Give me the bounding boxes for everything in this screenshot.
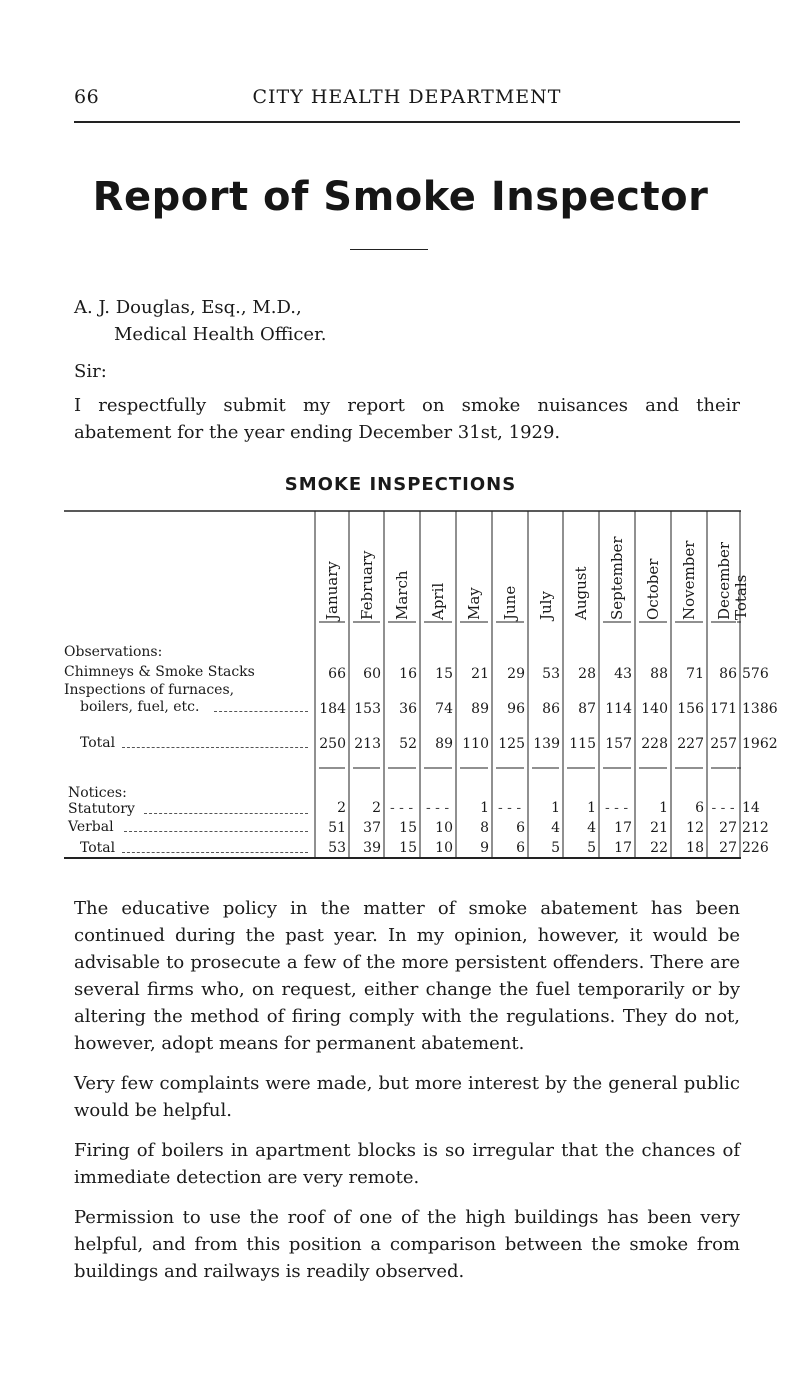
- salutation: Sir:: [74, 361, 107, 382]
- verbal-row-cell: 6: [516, 820, 525, 836]
- section-heading: SMOKE INSPECTIONS: [284, 474, 517, 495]
- running-title: CITY HEALTH DEPARTMENT: [252, 86, 562, 108]
- total-row-2-cell: 5: [551, 840, 560, 856]
- total-row-2-cell: 10: [435, 840, 453, 856]
- total-label-1: Total: [80, 735, 116, 751]
- inspections-row-cell: 87: [578, 701, 596, 717]
- verbal-label: Verbal: [68, 819, 114, 835]
- total-row-2-cell: 17: [614, 840, 632, 856]
- total-row-2-cell: 6: [516, 840, 525, 856]
- total-row-2-cell: 9: [480, 840, 489, 856]
- inspections-row-cell: 114: [605, 701, 632, 717]
- statutory-row-cell: 1: [587, 800, 596, 816]
- column-header-february: February: [357, 550, 376, 620]
- chimneys-row-cell: 28: [578, 666, 596, 682]
- verbal-row-cell: 8: [480, 820, 489, 836]
- column-header-september: September: [608, 536, 626, 620]
- statutory-row-cell: - - -: [389, 800, 414, 816]
- total-row-1-cell: 139: [533, 736, 560, 752]
- verbal-row-cell: 12: [686, 820, 704, 836]
- statutory-row-cell: 2: [337, 800, 346, 816]
- paragraph-2: Very few complaints were made, but more interest by the general public would be helpful.: [74, 1073, 740, 1121]
- total-row-1-cell: 52: [399, 736, 417, 752]
- statutory-row-cell: 1: [480, 800, 489, 816]
- total-row-1-cell: 257: [710, 736, 737, 752]
- total-row-1-cell: 227: [677, 736, 704, 752]
- observations-label: Observations:: [64, 644, 163, 660]
- statutory-row-cell: - - -: [711, 800, 735, 816]
- paragraph-1: The educative policy in the matter of smoke abatement has been continued during the past year. In my opinion, however, it would be advisable to prosecute a few of the more persistent offenders. There are several firms who, on request, either change the fuel temporarily or by altering the method of firing comply with the regulations. They do not, however, adopt means for permanent abatement.: [74, 898, 740, 1054]
- body-text: [74, 895, 740, 1298]
- total-row-1-cell: 89: [435, 736, 453, 752]
- inspections-row-cell: 153: [354, 701, 381, 717]
- intro-paragraph: I respectfully submit my report on smoke nuisances and their abatement for the year ending December 31st, 1929.: [74, 395, 740, 443]
- verbal-row-cell: 21: [650, 820, 668, 836]
- chimneys-row-cell: 29: [507, 666, 525, 682]
- total-row-1-cell: 213: [354, 736, 381, 752]
- chimneys-row-cell: 71: [686, 666, 704, 682]
- inspections-label-line2: boilers, fuel, etc.: [80, 699, 200, 715]
- statutory-row-cell: 1: [659, 800, 668, 816]
- verbal-row-cell: 17: [614, 820, 632, 836]
- total-row-1-cell: 1962: [742, 736, 778, 752]
- total-row-2-cell: 226: [742, 840, 769, 856]
- inspections-row-cell: 96: [507, 701, 525, 717]
- addressee: [74, 294, 326, 348]
- leader-dashes: [124, 831, 308, 832]
- chimneys-row-cell: 21: [471, 666, 489, 682]
- chimneys-row-cell: 53: [542, 666, 560, 682]
- statutory-row-cell: - - -: [497, 800, 522, 816]
- verbal-row-cell: 4: [551, 820, 560, 836]
- leader-dashes: [122, 747, 308, 748]
- addressee-name: A. J. Douglas, Esq., M.D.,: [74, 297, 302, 318]
- statutory-row-cell: 1: [551, 800, 560, 816]
- chimneys-row-cell: 88: [650, 666, 668, 682]
- column-header-october: October: [644, 558, 662, 620]
- total-row-2-cell: 39: [363, 840, 381, 856]
- statutory-row-cell: 14: [742, 800, 760, 816]
- verbal-row-cell: 27: [719, 820, 737, 836]
- total-row-2-cell: 15: [399, 840, 417, 856]
- verbal-row-cell: 10: [435, 820, 453, 836]
- header-rule: [74, 121, 740, 123]
- total-row-2-cell: 5: [587, 840, 596, 856]
- verbal-row-cell: 37: [363, 820, 381, 836]
- notices-label: Notices:: [68, 785, 127, 801]
- statutory-label: Statutory: [68, 801, 135, 817]
- inspections-row-cell: 156: [677, 701, 704, 717]
- total-row-2-cell: 53: [328, 840, 346, 856]
- smoke-inspections-table: [64, 510, 778, 860]
- total-row-2-cell: 22: [650, 840, 668, 856]
- statutory-row-cell: - - -: [425, 800, 450, 816]
- total-row-2-cell: 18: [686, 840, 704, 856]
- addressee-title: Medical Health Officer.: [114, 324, 327, 345]
- column-header-july: July: [536, 591, 555, 620]
- leader-dashes: [122, 852, 308, 853]
- chimneys-label: Chimneys & Smoke Stacks: [64, 664, 255, 680]
- verbal-row-cell: 15: [399, 820, 417, 836]
- verbal-row-cell: 212: [742, 820, 769, 836]
- inspections-row-cell: 36: [399, 701, 417, 717]
- title-rule: [350, 249, 428, 250]
- leader-dashes: [144, 813, 308, 814]
- inspections-row-cell: 74: [435, 701, 453, 717]
- column-header-june: June: [501, 585, 519, 620]
- statutory-row-cell: 2: [372, 800, 381, 816]
- column-header-december: December: [714, 541, 733, 620]
- inspections-row-cell: 171: [710, 701, 737, 717]
- chimneys-row-cell: 576: [742, 666, 769, 682]
- chimneys-row-cell: 16: [399, 666, 417, 682]
- chimneys-row-cell: 15: [435, 666, 453, 682]
- total-label-2: Total: [80, 840, 116, 856]
- chimneys-row-cell: 43: [614, 666, 632, 682]
- report-title: Report of Smoke Inspector: [92, 174, 709, 220]
- total-row-1-cell: 250: [319, 736, 346, 752]
- chimneys-row-cell: 66: [328, 666, 346, 682]
- column-header-august: August: [572, 566, 590, 620]
- inspections-row-cell: 184: [319, 701, 346, 717]
- total-row-1-cell: 157: [605, 736, 632, 752]
- column-header-november: November: [680, 540, 698, 620]
- page-header: [74, 86, 740, 110]
- total-row-1-cell: 125: [498, 736, 525, 752]
- statutory-row-cell: 6: [695, 800, 704, 816]
- paragraph-4: Permission to use the roof of one of the high buildings has been very helpful, and from this position a comparison between the smoke from buildings and railways is readily observed.: [74, 1207, 740, 1282]
- inspections-row-cell: 89: [471, 701, 489, 717]
- verbal-row-cell: 4: [587, 820, 596, 836]
- column-header-january: January: [323, 561, 341, 620]
- column-header-totals: Totals: [731, 574, 750, 620]
- total-row-1-cell: 110: [462, 736, 489, 752]
- paragraph-3: Firing of boilers in apartment blocks is so irregular that the chances of immediate detection are very remote.: [74, 1140, 740, 1188]
- column-header-april: April: [429, 582, 447, 620]
- inspections-row-cell: 1386: [742, 701, 778, 717]
- total-row-2-cell: 27: [719, 840, 737, 856]
- inspections-label-line1: Inspections of furnaces,: [64, 682, 235, 698]
- chimneys-row-cell: 60: [363, 666, 381, 682]
- inspections-row-cell: 86: [542, 701, 560, 717]
- total-row-1-cell: 115: [569, 736, 596, 752]
- total-row-1-cell: 228: [641, 736, 668, 752]
- column-header-may: May: [465, 587, 483, 620]
- column-header-march: March: [393, 570, 411, 620]
- page-number: 66: [74, 86, 100, 108]
- verbal-row-cell: 51: [328, 820, 346, 836]
- leader-dashes: [214, 711, 308, 712]
- chimneys-row-cell: 86: [719, 666, 737, 682]
- inspections-row-cell: 140: [641, 701, 668, 717]
- statutory-row-cell: - - -: [604, 800, 629, 816]
